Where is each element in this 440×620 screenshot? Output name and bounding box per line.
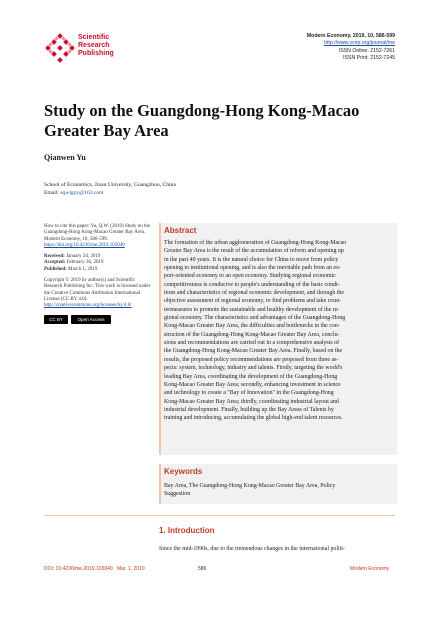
received-date: January 24, 2019 xyxy=(66,254,101,260)
footer-doi xyxy=(44,566,145,572)
publisher-name xyxy=(78,34,114,58)
publisher-logo-icon xyxy=(44,32,76,64)
keywords-text xyxy=(164,482,390,499)
publisher-name-line: Scientific xyxy=(78,34,110,41)
copyright-text: Copyright © 2019 by author(s) and Scientific Research Publishing Inc. This work is licensed under the Creative Commons Attribution International License (CC BY 4.0). xyxy=(44,278,151,302)
license-badges xyxy=(44,315,152,324)
abstract-line: industrial development. Finally, building up the Bay Areas of Talents by xyxy=(164,406,334,413)
author-name: Qianwen Yu xyxy=(44,153,86,162)
abstract-line: training and introducing, accumulating the global high-end talent resources. xyxy=(164,415,343,422)
abstract-line: Kong-Macao Greater Bay Area, the difficulties and bottlenecks in the con- xyxy=(164,323,340,330)
abstract-line: objective assessment of regional economy, to find problems and take coun- xyxy=(164,298,342,305)
email-label: Email: xyxy=(44,190,61,197)
abstract-line: sions and recommendations are carried out in a comprehensive analysis of xyxy=(164,340,340,347)
abstract-line: The formation of the urban agglomeration of Guangdong-Hong Kong-Macao xyxy=(164,240,347,246)
abstract-line: the Guangdong-Hong Kong-Macao Greater Bay Area. Finally, based on the xyxy=(164,348,343,355)
footer-doi-text: DOI: 10.4236/me.2019.103040 xyxy=(44,566,113,572)
abstract-line: Kong-Macao Greater Bay Area; secondly, enhancing investment in science xyxy=(164,381,341,388)
abstract-line: leading Bay Area, coordinating the development of the Guangdong-Hong xyxy=(164,373,338,380)
abstract-line: Greater Bay Area is the result of the accumulation of reform and opening up xyxy=(164,248,344,255)
paper-title xyxy=(44,101,404,141)
issn-print: ISSN Print: 2152-7245 xyxy=(343,55,395,62)
received-label: Received: xyxy=(44,254,65,260)
abstract-line: in the past 40 years. It is the natural choice for China to move from policy xyxy=(164,256,339,263)
footer-date: Mar. 1, 2019 xyxy=(116,566,145,572)
abstract-line: port-oriented economy to an open economy. Studying regional economic xyxy=(164,273,336,280)
affiliation-text: School of Economics, Jinan University, Guangzhou, China xyxy=(44,182,176,188)
published-date: March 1, 2019 xyxy=(68,266,98,272)
abstract-line: Kong-Macao Greater Bay Area; thirdly, coordinating industrial layout and xyxy=(164,398,339,405)
dates xyxy=(44,254,152,273)
keywords-line: Suggestion xyxy=(164,491,191,498)
publisher-name-line: Publishing xyxy=(78,50,114,57)
abstract-line: pects: system, technology, industry and talents. Firstly, targeting the world's xyxy=(164,365,343,372)
publisher-logo xyxy=(44,32,184,66)
abstract-text xyxy=(164,239,392,423)
footer-journal: Modern Economy xyxy=(350,566,390,572)
section-divider xyxy=(44,515,395,516)
email-link[interactable]: sqwlgzy@163.com xyxy=(60,190,104,197)
abstract-line: tions and characteristics of regional economic development, and through the xyxy=(164,290,344,297)
open-access-badge[interactable]: Open Access xyxy=(71,315,111,324)
email-line xyxy=(44,189,176,197)
keywords-line: Bay Area, The Guangdong-Hong Kong-Macao Greater Bay Area, Policy xyxy=(164,483,336,489)
doi-link[interactable]: https://doi.org/10.4236/me.2019.103040 xyxy=(44,242,125,248)
affiliation xyxy=(44,181,176,197)
how-to-cite-text: How to cite this paper: Yu, Q.W. (2019) Study on the Guangdong-Hong Kong-Macao Greater Bay Area. Modern Economy, 10, 586-599. xyxy=(44,224,151,242)
license-link[interactable]: http://creativecommons.org/licenses/by/4.0/ xyxy=(44,303,132,309)
journal-info xyxy=(307,33,395,63)
journal-url-link[interactable]: http://www.scirp.org/journal/me xyxy=(324,40,395,47)
abstract-line: termeasures to promote the sustainable and healthy development of the re- xyxy=(164,306,340,313)
abstract-line: and technology to create a "Bay of Innovation" in the Guangdong-Hong xyxy=(164,390,334,397)
introduction-text: Since the mid-1990s, due to the tremendous changes in the international politi- xyxy=(159,546,345,552)
footer-page-number: 586 xyxy=(198,566,207,572)
abstract-line: struction of the Guangdong-Hong Kong-Macao Greater Bay Area, conclu- xyxy=(164,331,340,338)
published-label: Published: xyxy=(44,266,67,272)
keywords-heading: Keywords xyxy=(164,467,203,476)
copyright xyxy=(44,278,152,309)
paper-title-line: Study on the Guangdong-Hong Kong-Macao xyxy=(44,101,360,120)
issn-online: ISSN Online: 2152-7261 xyxy=(338,47,395,54)
accepted-date: February 26, 2019 xyxy=(66,260,104,266)
abstract-line: results, the proposed policy recommendations are proposed from three as- xyxy=(164,356,339,363)
paper-title-line: Greater Bay Area xyxy=(44,121,169,140)
accepted-label: Accepted: xyxy=(44,260,66,266)
cc-by-badge[interactable]: CC BY xyxy=(44,315,68,324)
journal-citation: Modern Economy, 2019, 10, 586-599 xyxy=(306,33,395,39)
how-to-cite xyxy=(44,224,152,249)
abstract-line: competitiveness is conducive to people's understanding of the basic condi- xyxy=(164,281,340,288)
introduction-heading: 1. Introduction xyxy=(159,526,215,535)
abstract-line: gional economy. The characteristics and advantages of the Guangdong-Hong xyxy=(164,315,346,322)
abstract-line: opening to institutional opening, and is also the inevitable path from an ex- xyxy=(164,265,341,272)
publisher-name-line: Research xyxy=(78,42,110,49)
article-sidebar xyxy=(44,224,152,324)
abstract-heading: Abstract xyxy=(164,226,197,235)
